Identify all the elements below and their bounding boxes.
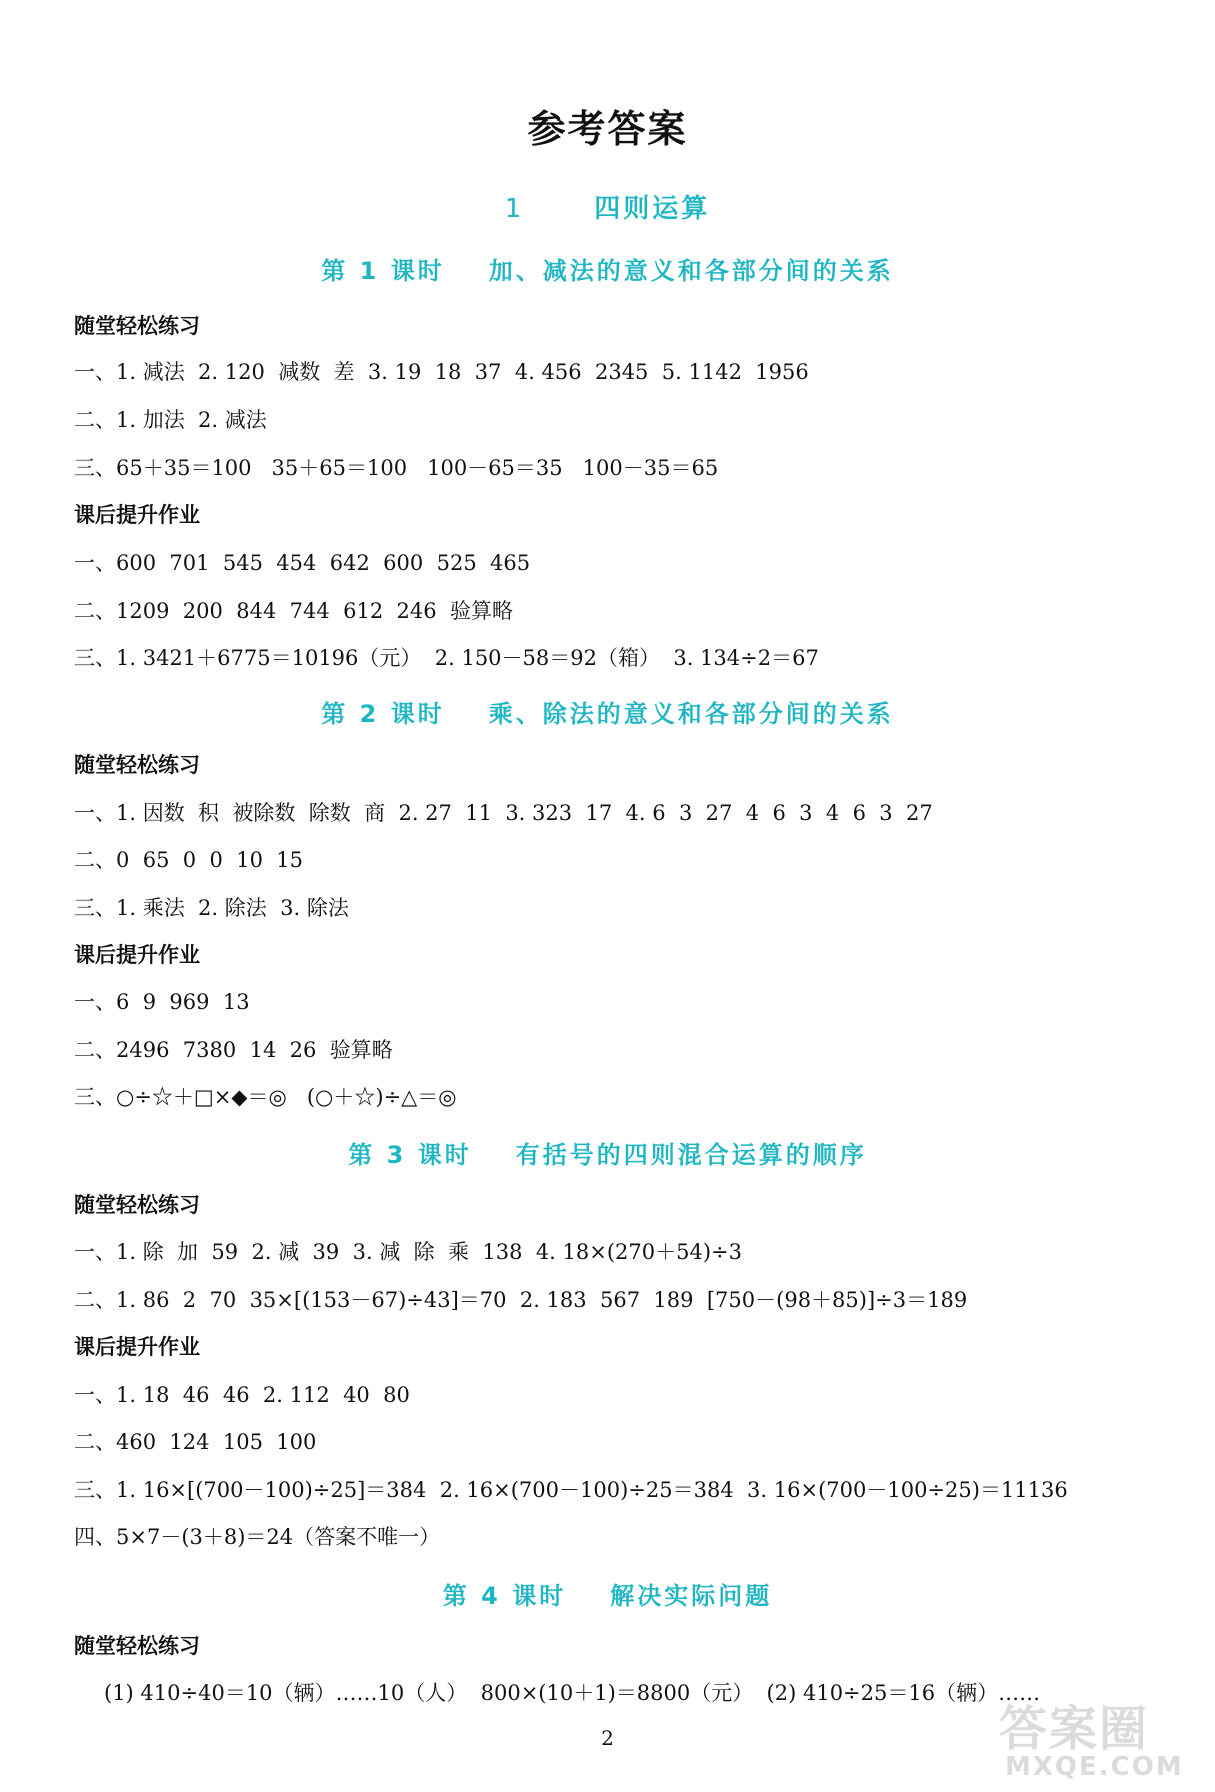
lesson-2-practice-line-1: 一、1. 因数 积 被除数 除数 商 2. 27 11 3. 323 17 4. 6 3 27 4 6 3 4 6 3 27: [74, 801, 933, 825]
lesson-label: 第 1 课时: [321, 257, 445, 285]
lesson-topic: 有括号的四则混合运算的顺序: [515, 1141, 867, 1169]
lesson-1-homework-heading: 课后提升作业: [74, 503, 200, 527]
site-watermark: [999, 1690, 1199, 1786]
lesson-label: 第 2 课时: [321, 700, 445, 728]
lesson-1-homework-line-3: 三、1. 3421＋6775＝10196（元） 2. 150－58＝92（箱） 3. 134÷2＝67: [74, 646, 819, 670]
lesson-1-practice-line-1: 一、1. 减法 2. 120 减数 差 3. 19 18 37 4. 456 2345 5. 1142 1956: [74, 360, 809, 384]
unit-number: 1: [504, 194, 525, 224]
lesson-3-practice-line-1: 一、1. 除 加 59 2. 减 39 3. 减 除 乘 138 4. 18×(270＋54)÷3: [74, 1240, 742, 1264]
lesson-1-practice-line-3: 三、65＋35＝100 35＋65＝100 100－65＝35 100－35＝65: [74, 456, 719, 480]
lesson-4-heading: [0, 1576, 1215, 1611]
lesson-1-homework-line-2: 二、1209 200 844 744 612 246 验算略: [74, 599, 513, 623]
lesson-1-practice-line-2: 二、1. 加法 2. 减法: [74, 408, 267, 432]
lesson-2-homework-heading: 课后提升作业: [74, 943, 200, 967]
lesson-2-practice-heading: 随堂轻松练习: [74, 753, 200, 777]
lesson-2-homework-line-2: 二、2496 7380 14 26 验算略: [74, 1038, 393, 1062]
lesson-3-heading: [0, 1135, 1215, 1170]
lesson-2-homework-line-1: 一、6 9 969 13: [74, 990, 250, 1014]
lesson-4-practice-line-1: (1) 410÷40＝10（辆）……10（人） 800×(10＋1)＝8800（元） (2) 410÷25＝16（辆）……: [104, 1681, 1041, 1705]
lesson-topic: 加、减法的意义和各部分间的关系: [488, 257, 894, 285]
lesson-2-practice-line-2: 二、0 65 0 0 10 15: [74, 848, 304, 872]
unit-name: 四则运算: [594, 194, 711, 224]
lesson-3-homework-line-4: 四、5×7－(3＋8)＝24（答案不唯一）: [74, 1525, 441, 1549]
lesson-3-practice-heading: 随堂轻松练习: [74, 1193, 200, 1217]
lesson-3-homework-line-3: 三、1. 16×[(700－100)÷25]＝384 2. 16×(700－100)÷25＝384 3. 16×(700－100÷25)＝11136: [74, 1478, 1068, 1502]
lesson-1-homework-line-1: 一、600 701 545 454 642 600 525 465: [74, 551, 531, 575]
page-title: 参考答案: [527, 107, 688, 151]
lesson-1-practice-heading: 随堂轻松练习: [74, 314, 200, 338]
page-number: 2: [601, 1726, 614, 1750]
lesson-topic: 解决实际问题: [610, 1582, 773, 1610]
lesson-4-practice-heading: 随堂轻松练习: [74, 1634, 200, 1658]
watermark-main: 答案圈: [999, 1701, 1150, 1757]
lesson-2-homework-line-3: 三、○÷☆＋□×◆＝◎ (○＋☆)÷△＝◎: [74, 1085, 457, 1109]
lesson-1-heading: [0, 251, 1215, 286]
watermark-url: MXQE.COM: [1005, 1752, 1184, 1782]
lesson-topic: 乘、除法的意义和各部分间的关系: [488, 700, 894, 728]
lesson-2-heading: [0, 694, 1215, 729]
lesson-label: 第 4 课时: [442, 1582, 567, 1610]
lesson-3-practice-line-2: 二、1. 86 2 70 35×[(153－67)÷43]＝70 2. 183 567 189 [750－(98＋85)]÷3＝189: [74, 1288, 968, 1312]
lesson-3-homework-line-1: 一、1. 18 46 46 2. 112 40 80: [74, 1383, 410, 1407]
lesson-2-practice-line-3: 三、1. 乘法 2. 除法 3. 除法: [74, 896, 349, 920]
unit-heading: [0, 188, 1215, 225]
lesson-3-homework-line-2: 二、460 124 105 100: [74, 1430, 317, 1454]
lesson-3-homework-heading: 课后提升作业: [74, 1335, 200, 1359]
lesson-label: 第 3 课时: [348, 1141, 472, 1169]
